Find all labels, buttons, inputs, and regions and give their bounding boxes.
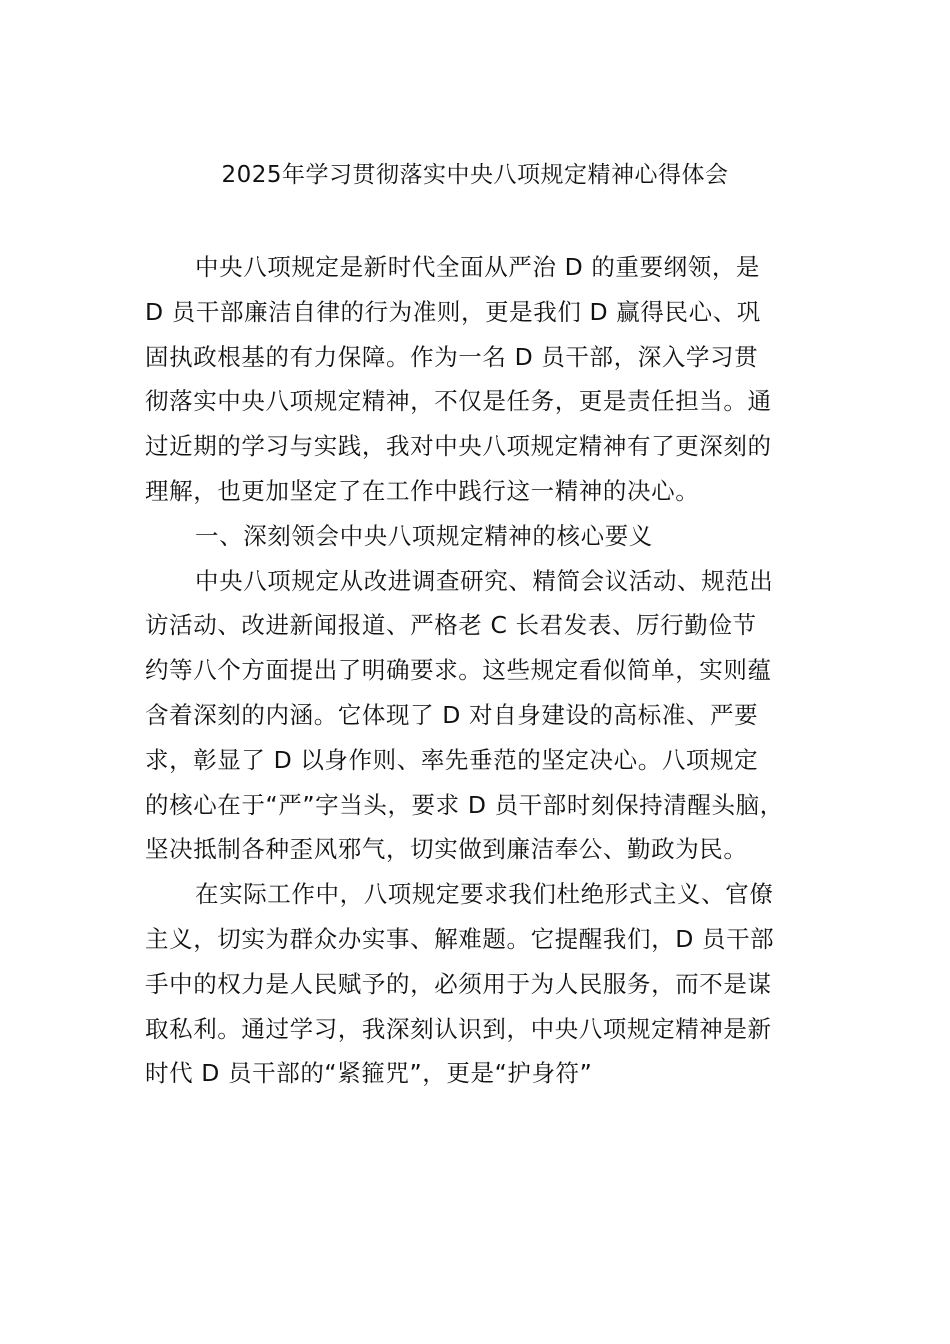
paragraph-line: 含着深刻的内涵。它体现了 D 对自身建设的高标准、严要: [145, 700, 759, 729]
paragraph-line: 的核心在于“严”字当头，要求 D 员干部时刻保持清醒头脑，: [145, 790, 784, 819]
paragraph-line: 坚决抵制各种歪风邪气，切实做到廉洁奉公、勤政为民。: [145, 835, 748, 864]
paragraph-line: 过近期的学习与实践，我对中央八项规定精神有了更深刻的: [145, 432, 772, 461]
paragraph-line: 中央八项规定是新时代全面从严治 D 的重要纲领，是: [195, 253, 761, 281]
paragraph-line: 主义，切实为群众办实事、解难题。它提醒我们，D 员干部: [145, 924, 775, 953]
paragraph-line: 彻落实中央八项规定精神，不仅是任务，更是责任担当。通: [145, 387, 772, 416]
section-heading: 一、深刻领会中央八项规定精神的核心要义: [195, 521, 653, 550]
paragraph-line: 在实际工作中，八项规定要求我们杜绝形式主义、官僚: [195, 880, 774, 909]
document-title: 2025年学习贯彻落实中央八项规定精神心得体会: [221, 162, 729, 188]
paragraph-line: 求，彰显了 D 以身作则、率先垂范的坚定决心。八项规定: [145, 745, 759, 774]
paragraph-line: 固执政根基的有力保障。作为一名 D 员干部，深入学习贯: [145, 342, 759, 371]
paragraph-line: 约等八个方面提出了明确要求。这些规定看似简单，实则蕴: [145, 656, 772, 685]
paragraph-line: 手中的权力是人民赋予的，必须用于为人民服务，而不是谋: [145, 969, 772, 998]
paragraph-line: 中央八项规定从改进调查研究、精简会议活动、规范出: [195, 566, 774, 595]
paragraph-line: 理解，也更加坚定了在工作中践行这一精神的决心。: [145, 476, 700, 505]
paragraph-line: 时代 D 员干部的“紧箍咒”，更是“护身符”: [145, 1059, 593, 1088]
paragraph-line: 访活动、改进新闻报道、严格老 C 长君发表、厉行勤俭节: [145, 611, 757, 640]
paragraph-line: D 员干部廉洁自律的行为准则，更是我们 D 赢得民心、巩: [145, 297, 761, 326]
document-body: [145, 245, 825, 1096]
paragraph-line: 取私利。通过学习，我深刻认识到，中央八项规定精神是新: [145, 1014, 772, 1043]
